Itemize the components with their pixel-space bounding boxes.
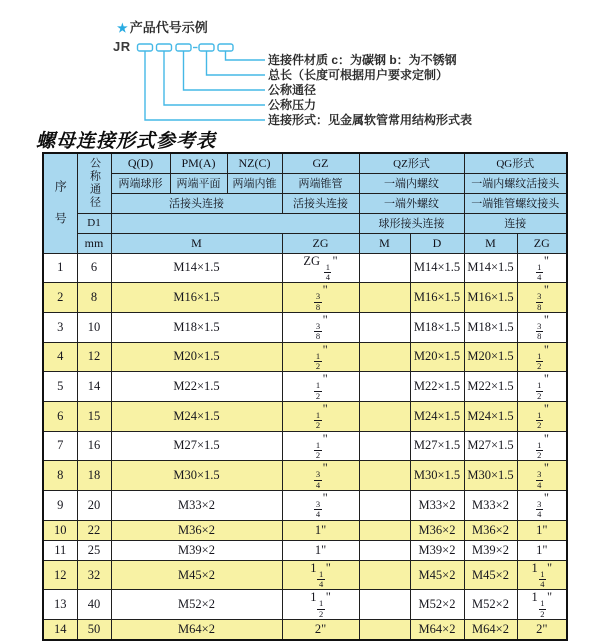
cell-gz-zg: $\frac{1}{2}$ " — [282, 431, 359, 461]
cell-m: M64×2 — [111, 620, 282, 640]
cell-seq: 10 — [43, 520, 77, 540]
cell-qz-m — [359, 590, 410, 620]
cell-seq: 6 — [43, 401, 77, 431]
cell-gz-zg: $\frac{3}{8}$ " — [282, 283, 359, 313]
fraction: $\frac{3}{8}$ — [315, 320, 321, 342]
header-row-4 — [43, 213, 567, 233]
cell-qg-zg: $\frac{1}{2}$ " — [517, 342, 567, 372]
table-body — [43, 253, 567, 640]
cell-seq: 12 — [43, 560, 77, 590]
code-box-2 — [157, 44, 172, 51]
table-row — [43, 491, 567, 521]
col-header-seq-label: 序号 — [53, 179, 68, 244]
code-label-diameter: 公称通径 — [268, 83, 317, 97]
cell-qg-m: M45×2 — [464, 560, 517, 590]
callout-line-length — [207, 51, 266, 75]
nut-connection-reference-table — [42, 152, 568, 641]
cell-qz-m — [359, 312, 410, 342]
fraction: $\frac{1}{2}$ — [315, 439, 321, 460]
header-row-5 — [43, 233, 567, 253]
table-row — [43, 372, 567, 402]
cell-qg-m: M39×2 — [464, 540, 517, 560]
cell-qz-m — [359, 401, 410, 431]
table-row — [43, 560, 567, 590]
cell-m: M36×2 — [111, 520, 282, 540]
cell-m: M30×1.5 — [111, 461, 282, 491]
cell-qz-m — [359, 253, 410, 283]
fraction: $\frac{1}{4}$ — [537, 261, 542, 282]
cell-qz-m — [359, 540, 410, 560]
table-row — [43, 590, 567, 620]
cell-qg-zg: $\frac{3}{8}$ " — [517, 312, 567, 342]
table-row — [43, 520, 567, 540]
col-header-seq — [43, 153, 77, 253]
cell-dn: 6 — [77, 253, 111, 283]
cell-qz-d: M27×1.5 — [410, 431, 464, 461]
col-header-qg-zg: ZG — [517, 233, 567, 253]
cell-qg-zg: 1" — [517, 540, 567, 560]
cell-gz-zg: 1" — [282, 540, 359, 560]
col-header-dn-label: 公称通径 — [88, 156, 101, 209]
cell-dn: 15 — [77, 401, 111, 431]
cell-seq: 4 — [43, 342, 77, 372]
cell-dn: 25 — [77, 540, 111, 560]
cell-gz-zg: 1 $\frac{1}{4}$ " — [282, 560, 359, 590]
gz-desc: 两端锥管 — [282, 173, 359, 193]
cell-gz-zg: 1 $\frac{1}{2}$ " — [282, 590, 359, 620]
cell-dn: 20 — [77, 491, 111, 521]
cell-m: M52×2 — [111, 590, 282, 620]
cell-qg-zg: $\frac{3}{4}$ " — [517, 461, 567, 491]
cell-m: M14×1.5 — [111, 253, 282, 283]
cell-m: M20×1.5 — [111, 342, 282, 372]
cell-qz-m — [359, 372, 410, 402]
cell-seq: 3 — [43, 312, 77, 342]
cell-qz-m — [359, 283, 410, 313]
header-row-1 — [43, 153, 567, 173]
cell-qg-zg: 1" — [517, 520, 567, 540]
cell-qg-m: M33×2 — [464, 491, 517, 521]
fraction: $\frac{3}{8}$ — [537, 320, 542, 342]
header-row-3 — [43, 193, 567, 213]
callout-line-diameter — [184, 51, 266, 90]
diagram-heading — [117, 17, 208, 36]
cell-qz-d: M24×1.5 — [410, 401, 464, 431]
col-header-gz: GZ — [282, 153, 359, 173]
col-header-m: M — [111, 233, 282, 253]
cell-qg-m: M27×1.5 — [464, 431, 517, 461]
fraction: $\frac{1}{2}$ — [318, 598, 324, 619]
table-row — [43, 401, 567, 431]
col-header-nz: NZ(C) — [227, 153, 282, 173]
cell-qg-m: M16×1.5 — [464, 283, 517, 313]
cell-seq: 8 — [43, 461, 77, 491]
cell-dn: 10 — [77, 312, 111, 342]
cell-qg-m: M20×1.5 — [464, 342, 517, 372]
cell-qz-m — [359, 461, 410, 491]
col-header-dn — [77, 153, 111, 213]
cell-seq: 11 — [43, 540, 77, 560]
cell-qz-d: M16×1.5 — [410, 283, 464, 313]
fraction: $\frac{3}{4}$ — [315, 469, 321, 490]
cell-seq: 5 — [43, 372, 77, 402]
col-header-d1: D1 — [77, 213, 111, 233]
cell-seq: 7 — [43, 431, 77, 461]
col-header-zg: ZG — [282, 233, 359, 253]
cell-dn: 16 — [77, 431, 111, 461]
fraction: $\frac{1}{2}$ — [537, 380, 542, 401]
col-header-qz-d: D — [410, 233, 464, 253]
col-header-qg: QG形式 — [464, 153, 567, 173]
header-empty-cell — [111, 213, 359, 233]
code-label-length: 总长（长度可根据用户要求定制） — [268, 68, 449, 82]
code-box-3 — [176, 44, 191, 51]
table-row — [43, 342, 567, 372]
table-row — [43, 461, 567, 491]
cell-m: M18×1.5 — [111, 312, 282, 342]
cell-gz-zg: ZG $\frac{1}{4}$ " — [282, 253, 359, 283]
cell-seq: 9 — [43, 491, 77, 521]
header-row-2 — [43, 173, 567, 193]
cell-qz-m — [359, 491, 410, 521]
pm-desc: 两端平面 — [170, 173, 227, 193]
callout-line-material — [226, 51, 266, 60]
code-box-1 — [138, 44, 153, 51]
cell-qz-d: M22×1.5 — [410, 372, 464, 402]
cell-qg-zg: $\frac{1}{2}$ " — [517, 401, 567, 431]
cell-qz-d: M64×2 — [410, 620, 464, 640]
cell-qg-zg: 1 $\frac{1}{2}$ " — [517, 590, 567, 620]
cell-gz-zg: 1" — [282, 520, 359, 540]
cell-qz-d: M33×2 — [410, 491, 464, 521]
cell-qz-m — [359, 431, 410, 461]
col-header-q: Q(D) — [111, 153, 170, 173]
cell-gz-zg: $\frac{3}{4}$ " — [282, 461, 359, 491]
nz-desc: 两端内锥 — [227, 173, 282, 193]
cell-qz-m — [359, 520, 410, 540]
col-header-qg-m: M — [464, 233, 517, 253]
union-connection-left: 活接头连接 — [111, 193, 282, 213]
fraction: $\frac{1}{2}$ — [537, 439, 542, 460]
cell-dn: 12 — [77, 342, 111, 372]
cell-qg-m: M18×1.5 — [464, 312, 517, 342]
cell-qg-zg: 1 $\frac{1}{4}$ " — [517, 560, 567, 590]
table-row — [43, 540, 567, 560]
cell-m: M27×1.5 — [111, 431, 282, 461]
qz-desc-2: 一端外螺纹 — [359, 193, 464, 213]
product-code-diagram — [0, 0, 600, 130]
cell-qg-m: M36×2 — [464, 520, 517, 540]
cell-qg-zg: $\frac{3}{8}$ " — [517, 283, 567, 313]
cell-dn: 14 — [77, 372, 111, 402]
cell-qz-m — [359, 342, 410, 372]
cell-dn: 50 — [77, 620, 111, 640]
cell-qz-d: M18×1.5 — [410, 312, 464, 342]
cell-qg-m: M24×1.5 — [464, 401, 517, 431]
cell-dn: 32 — [77, 560, 111, 590]
cell-qz-d: M45×2 — [410, 560, 464, 590]
col-header-pm: PM(A) — [170, 153, 227, 173]
cell-qg-zg: 2" — [517, 620, 567, 640]
cell-dn: 18 — [77, 461, 111, 491]
col-header-mm: mm — [77, 233, 111, 253]
code-prefix: JR — [113, 39, 131, 54]
cell-qg-m: M22×1.5 — [464, 372, 517, 402]
qg-desc-3: 连接 — [464, 213, 567, 233]
cell-qz-d: M39×2 — [410, 540, 464, 560]
qz-desc-3: 球形接头连接 — [359, 213, 464, 233]
cell-gz-zg: $\frac{1}{2}$ " — [282, 401, 359, 431]
cell-gz-zg: $\frac{1}{2}$ " — [282, 342, 359, 372]
cell-qg-m: M52×2 — [464, 590, 517, 620]
code-box-4 — [199, 44, 214, 51]
fraction: $\frac{3}{8}$ — [537, 291, 542, 312]
cell-qg-zg: $\frac{1}{2}$ " — [517, 372, 567, 402]
cell-qg-m: M64×2 — [464, 620, 517, 640]
code-label-material: 连接件材质 c：为碳钢 b：为不锈钢 — [268, 53, 457, 67]
star-icon: ★ — [117, 21, 128, 35]
cell-dn: 22 — [77, 520, 111, 540]
qg-desc-1: 一端内螺纹活接头 — [464, 173, 567, 193]
table-row — [43, 283, 567, 313]
cell-qg-m: M30×1.5 — [464, 461, 517, 491]
cell-dn: 40 — [77, 590, 111, 620]
cell-qz-d: M36×2 — [410, 520, 464, 540]
code-box-5 — [218, 44, 233, 51]
fraction: $\frac{1}{4}$ — [318, 568, 324, 590]
cell-m: M16×1.5 — [111, 283, 282, 313]
cell-qg-zg: $\frac{1}{4}$ " — [517, 253, 567, 283]
cell-qz-d: M30×1.5 — [410, 461, 464, 491]
cell-m: M39×2 — [111, 540, 282, 560]
cell-seq: 14 — [43, 620, 77, 640]
code-label-pressure: 公称压力 — [268, 98, 317, 112]
callout-line-pressure — [164, 51, 265, 105]
table-row — [43, 312, 567, 342]
fraction: $\frac{1}{2}$ — [315, 380, 321, 401]
cell-gz-zg: $\frac{1}{2}$ " — [282, 372, 359, 402]
fraction: $\frac{1}{2}$ — [540, 598, 545, 619]
cell-m: M24×1.5 — [111, 401, 282, 431]
fraction: $\frac{3}{8}$ — [315, 291, 321, 312]
cell-seq: 13 — [43, 590, 77, 620]
code-label-form: 连接形式：见金属软管常用结构形式表 — [268, 113, 473, 127]
fraction: $\frac{1}{4}$ — [540, 568, 545, 590]
cell-qg-zg: $\frac{3}{4}$ " — [517, 491, 567, 521]
cell-gz-zg: $\frac{3}{8}$ " — [282, 312, 359, 342]
qg-desc-2: 一端锥管螺纹接头 — [464, 193, 567, 213]
fraction: $\frac{1}{2}$ — [537, 350, 542, 371]
cell-gz-zg: $\frac{3}{4}$ " — [282, 491, 359, 521]
cell-gz-zg: 2" — [282, 620, 359, 640]
fraction: $\frac{1}{2}$ — [537, 409, 542, 431]
col-header-qz: QZ形式 — [359, 153, 464, 173]
cell-seq: 2 — [43, 283, 77, 313]
table-row — [43, 620, 567, 640]
fraction: $\frac{3}{4}$ — [315, 499, 321, 520]
cell-seq: 1 — [43, 253, 77, 283]
table-row — [43, 431, 567, 461]
cell-qg-m: M14×1.5 — [464, 253, 517, 283]
qz-desc-1: 一端内螺纹 — [359, 173, 464, 193]
cell-m: M45×2 — [111, 560, 282, 590]
cell-m: M22×1.5 — [111, 372, 282, 402]
fraction: $\frac{3}{4}$ — [537, 499, 542, 520]
callout-line-form — [145, 51, 265, 120]
table-header — [43, 153, 567, 253]
cell-qz-m — [359, 620, 410, 640]
col-header-qz-m: M — [359, 233, 410, 253]
cell-dn: 8 — [77, 283, 111, 313]
fraction: $\frac{3}{4}$ — [537, 469, 542, 490]
cell-qz-d: M14×1.5 — [410, 253, 464, 283]
union-connection-gz: 活接头连接 — [282, 193, 359, 213]
fraction: $\frac{1}{4}$ — [325, 261, 330, 282]
cell-m: M33×2 — [111, 491, 282, 521]
cell-qz-m — [359, 560, 410, 590]
table-row — [43, 253, 567, 283]
fraction: $\frac{1}{2}$ — [315, 350, 321, 371]
cell-qz-d: M52×2 — [410, 590, 464, 620]
cell-qg-zg: $\frac{1}{2}$ " — [517, 431, 567, 461]
fraction: $\frac{1}{2}$ — [315, 409, 321, 431]
cell-qz-d: M20×1.5 — [410, 342, 464, 372]
diagram-heading-text: 产品代号示例 — [129, 20, 208, 35]
table-title: 螺母连接形式参考表 — [36, 130, 217, 152]
q-desc: 两端球形 — [111, 173, 170, 193]
